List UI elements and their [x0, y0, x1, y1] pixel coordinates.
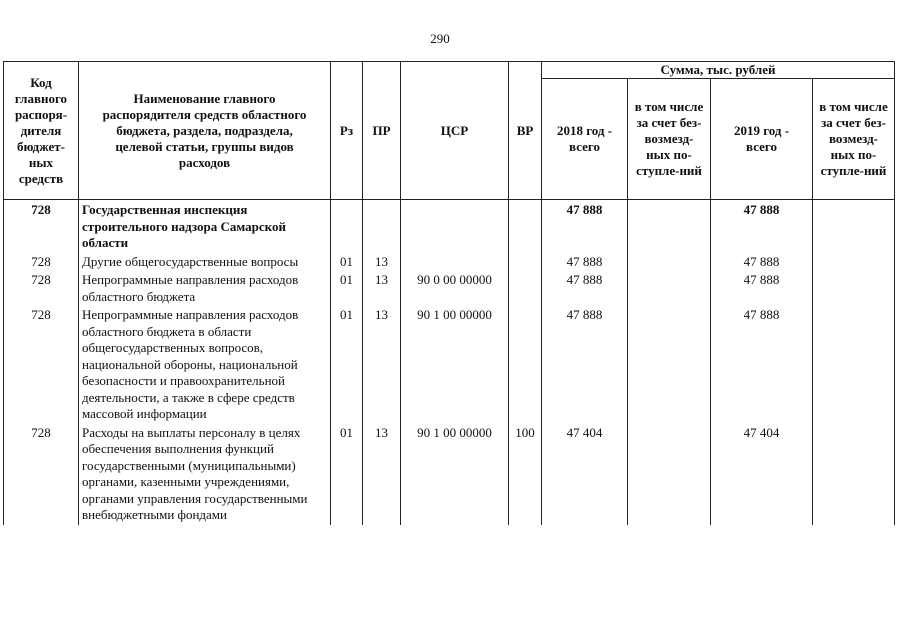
cell-name: Расходы на выплаты персоналу в целях обеспечения выполнения функций государственными (муниципальными) органами, казенными учреждениями, органами управления государственными внебюджетными фондами — [79, 424, 331, 525]
cell-2018-total: 47 888 — [542, 200, 628, 253]
cell-2018-grants — [628, 306, 711, 424]
cell-2019-grants — [813, 200, 895, 253]
header-2018-grants: в том числе за счет без-возмезд-ных по-ступле-ний — [628, 79, 711, 200]
cell-2019-grants — [813, 306, 895, 424]
cell-rz: 01 — [331, 424, 363, 525]
header-vr: ВР — [509, 62, 542, 200]
cell-rz: 01 — [331, 253, 363, 272]
cell-vr: 100 — [509, 424, 542, 525]
cell-2018-total: 47 404 — [542, 424, 628, 525]
cell-2019-total: 47 888 — [711, 271, 813, 306]
cell-2018-total: 47 888 — [542, 271, 628, 306]
header-2018-total: 2018 год - всего — [542, 79, 628, 200]
cell-vr — [509, 306, 542, 424]
cell-pr: 13 — [363, 306, 401, 424]
cell-name: Другие общегосударственные вопросы — [79, 253, 331, 272]
cell-code: 728 — [4, 424, 79, 525]
cell-code: 728 — [4, 271, 79, 306]
cell-2018-grants — [628, 200, 711, 253]
cell-rz: 01 — [331, 271, 363, 306]
cell-code: 728 — [4, 306, 79, 424]
header-2019-total: 2019 год - всего — [711, 79, 813, 200]
header-sum-group: Сумма, тыс. рублей — [542, 62, 895, 79]
cell-vr — [509, 271, 542, 306]
table-row — [4, 200, 895, 253]
cell-name: Государственная инспекция строительного надзора Самарской области — [79, 200, 331, 253]
table-row — [4, 424, 895, 525]
cell-code: 728 — [4, 200, 79, 253]
header-pr: ПР — [363, 62, 401, 200]
header-csr: ЦСР — [401, 62, 509, 200]
cell-rz: 01 — [331, 306, 363, 424]
header-rz: Рз — [331, 62, 363, 200]
cell-csr — [401, 200, 509, 253]
cell-csr: 90 1 00 00000 — [401, 306, 509, 424]
cell-2019-grants — [813, 424, 895, 525]
cell-rz — [331, 200, 363, 253]
page-number: 290 — [430, 31, 450, 46]
cell-csr: 90 1 00 00000 — [401, 424, 509, 525]
cell-2018-grants — [628, 253, 711, 272]
cell-name: Непрограммные направления расходов областного бюджета — [79, 271, 331, 306]
cell-2018-total: 47 888 — [542, 253, 628, 272]
cell-pr: 13 — [363, 271, 401, 306]
table-row — [4, 253, 895, 272]
table-row — [4, 271, 895, 306]
cell-pr — [363, 200, 401, 253]
cell-2019-total: 47 888 — [711, 200, 813, 253]
cell-2018-grants — [628, 271, 711, 306]
cell-csr: 90 0 00 00000 — [401, 271, 509, 306]
cell-code: 728 — [4, 253, 79, 272]
header-code: Код главного распоря-дителя бюджет-ных средств — [4, 62, 79, 200]
cell-vr — [509, 253, 542, 272]
header-name: Наименование главного распорядителя средств областного бюджета, раздела, подраздела, целевой статьи, группы видов расходов — [79, 62, 331, 200]
cell-2019-grants — [813, 253, 895, 272]
cell-pr: 13 — [363, 424, 401, 525]
cell-2018-total: 47 888 — [542, 306, 628, 424]
cell-2019-total: 47 404 — [711, 424, 813, 525]
table-body — [4, 200, 895, 525]
cell-vr — [509, 200, 542, 253]
cell-2019-total: 47 888 — [711, 253, 813, 272]
table-row — [4, 306, 895, 424]
cell-pr: 13 — [363, 253, 401, 272]
budget-table — [3, 61, 895, 525]
cell-2019-total: 47 888 — [711, 306, 813, 424]
cell-name: Непрограммные направления расходов областного бюджета в области общегосударственных вопросов, национальной обороны, национальной безопасности и правоохранительной деятельности, а также в сфере средств массовой информации — [79, 306, 331, 424]
header-2019-grants: в том числе за счет без-возмезд-ных по-ступле-ний — [813, 79, 895, 200]
cell-2018-grants — [628, 424, 711, 525]
cell-csr — [401, 253, 509, 272]
cell-2019-grants — [813, 271, 895, 306]
